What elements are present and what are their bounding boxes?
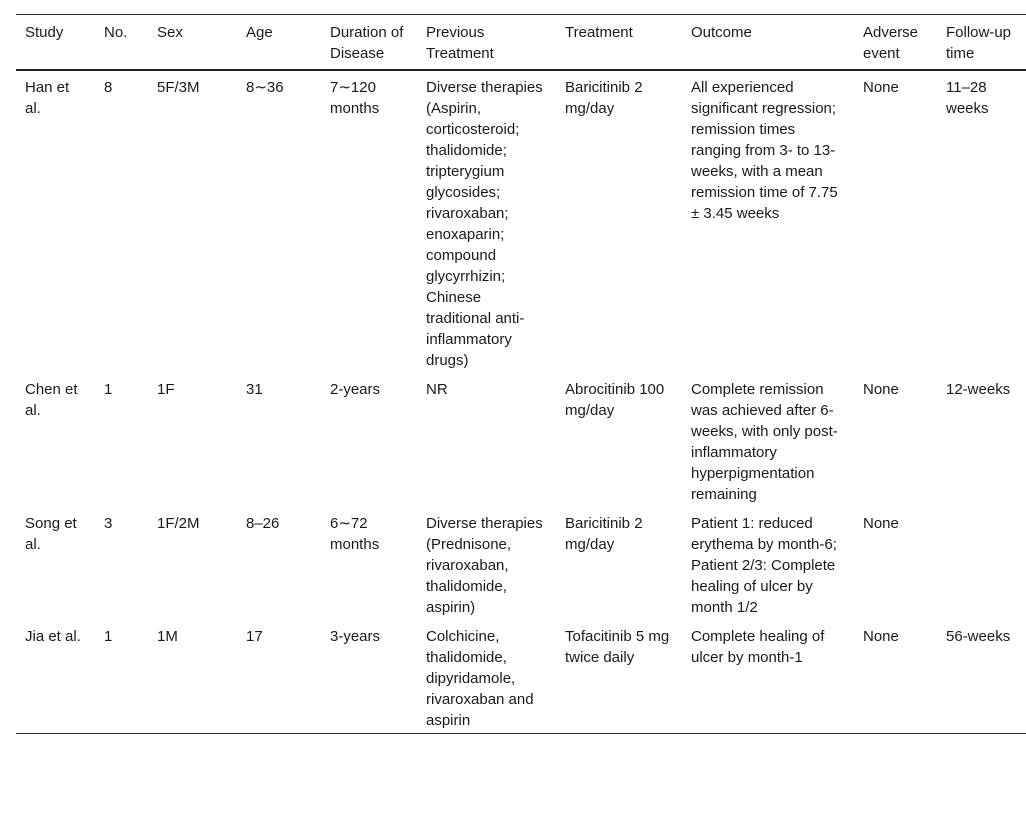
cell-adverse-event: None [863, 381, 899, 398]
cell-outcome: Complete healing of ulcer by month-1 [691, 628, 825, 666]
table-row [16, 507, 1026, 620]
cell-sex: 5F/3M [157, 79, 200, 96]
cell-previous-treatment: Colchicine, thalidomide, dipyridamole, rivaroxaban and aspirin [426, 628, 534, 729]
header-row [16, 15, 1026, 71]
cell-age: 8–26 [246, 515, 280, 532]
cell-follow-up [937, 507, 1026, 620]
table-row [16, 620, 1026, 734]
cell-study: Jia et al. [25, 628, 81, 645]
cell-previous-treatment: Diverse therapies (Aspirin, corticosteroid; thalidomide; tripterygium glycosides; rivaroxaban; enoxaparin; compound glycyrrhizin; Chinese traditional anti-inflammatory drugs) [426, 79, 543, 369]
cell-sex: 1F/2M [157, 515, 200, 532]
col-header-number: No. [104, 24, 128, 41]
cell-follow-up: 11–28 weeks [946, 79, 989, 117]
study-table [16, 14, 1026, 734]
col-header-previous-treatment: Previous Treatment [426, 24, 494, 62]
cell-adverse-event: None [863, 628, 899, 645]
cell-follow-up: 56-weeks [946, 628, 1011, 645]
col-header-outcome: Outcome [691, 24, 752, 41]
cell-study: Chen et al. [25, 381, 78, 419]
cell-duration: 3-years [330, 628, 381, 645]
cell-follow-up: 12-weeks [946, 381, 1011, 398]
cell-duration: 7∼120 months [330, 79, 380, 117]
cell-age: 31 [246, 381, 263, 398]
cell-sex: 1F [157, 381, 175, 398]
cell-study: Song et al. [25, 515, 77, 553]
cell-previous-treatment: NR [426, 381, 448, 398]
cell-age: 8∼36 [246, 79, 284, 96]
table-row [16, 373, 1026, 507]
col-header-follow-up: Follow-up time [946, 24, 1012, 62]
cell-outcome: Patient 1: reduced erythema by month-6; Patient 2/3: Complete healing of ulcer by month 1/2 [691, 515, 837, 616]
cell-number: 1 [104, 381, 113, 398]
cell-study: Han et al. [25, 79, 70, 117]
cell-sex: 1M [157, 628, 178, 645]
cell-number: 3 [104, 515, 113, 532]
cell-outcome: Complete remission was achieved after 6-weeks, with only post-inflammatory hyperpigmentation remaining [691, 381, 838, 503]
cell-previous-treatment: Diverse therapies (Prednisone, rivaroxaban, thalidomide, aspirin) [426, 515, 543, 616]
cell-treatment: Abrocitinib 100 mg/day [565, 381, 665, 419]
cell-age: 17 [246, 628, 263, 645]
cell-duration: 2-years [330, 381, 381, 398]
cell-adverse-event: None [863, 515, 899, 532]
col-header-adverse-event: Adverse event [863, 24, 919, 62]
cell-number: 1 [104, 628, 113, 645]
col-header-duration: Duration of Disease [330, 24, 404, 62]
cell-treatment: Tofacitinib 5 mg twice daily [565, 628, 670, 666]
col-header-sex: Sex [157, 24, 183, 41]
col-header-treatment: Treatment [565, 24, 633, 41]
col-header-age: Age [246, 24, 273, 41]
table-row [16, 70, 1026, 373]
cell-treatment: Baricitinib 2 mg/day [565, 515, 643, 553]
cell-outcome: All experienced significant regression; remission times ranging from 3- to 13-weeks, with a mean remission time of 7.75 ± 3.45 weeks [691, 79, 838, 222]
cell-number: 8 [104, 79, 113, 96]
cell-adverse-event: None [863, 79, 899, 96]
cell-treatment: Baricitinib 2 mg/day [565, 79, 643, 117]
col-header-study: Study [25, 24, 64, 41]
cell-duration: 6∼72 months [330, 515, 380, 553]
